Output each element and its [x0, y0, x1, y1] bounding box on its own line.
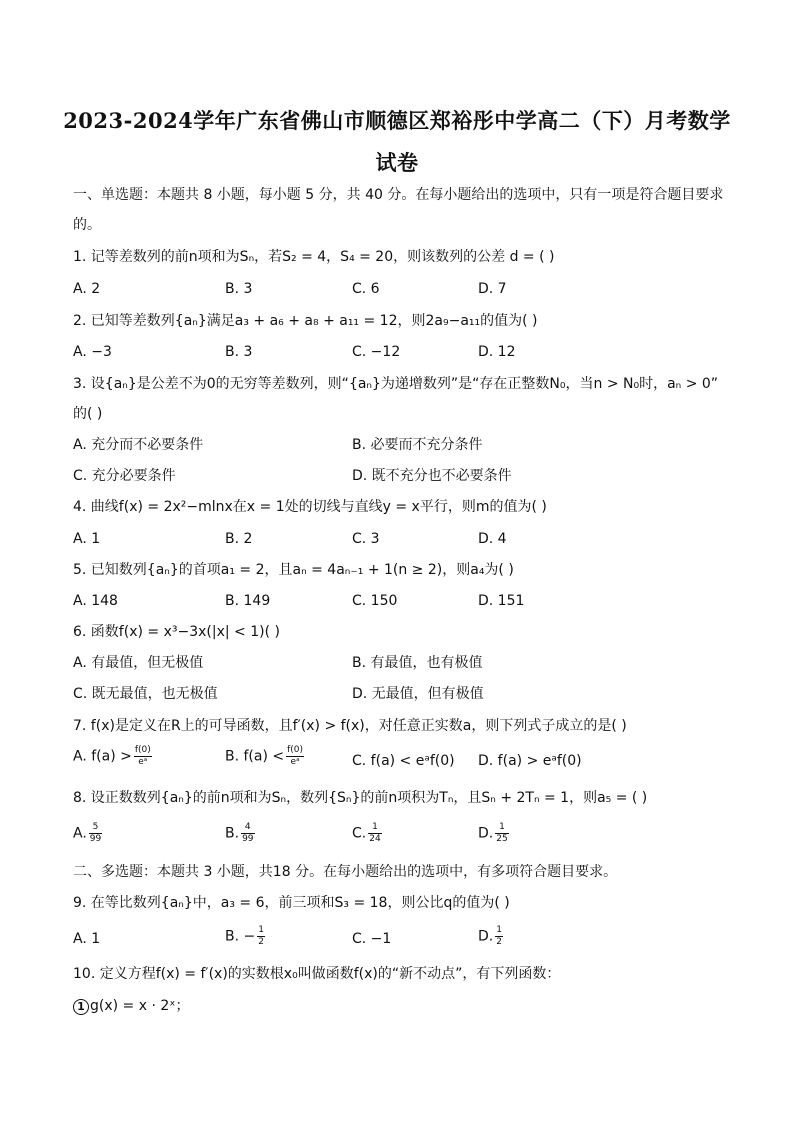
- q2-option-a: A. −3: [73, 344, 112, 360]
- q7-option-b-fraction: [286, 745, 304, 768]
- q5-stem: 5. 已知数列{aₙ}的首项a₁ = 2，且aₙ = 4aₙ₋₁ + 1(n ≥ 2)，则a₄为( ): [73, 562, 514, 578]
- q8-stem: 8. 设正数数列{aₙ}的前n项和为Sₙ，数列{Sₙ}的前n项积为Tₙ，且Sₙ + 2Tₙ = 1，则a₅ = ( ): [73, 790, 648, 806]
- q4-stem: 4. 曲线f(x) = 2x²−mlnx在x = 1处的切线与直线y = x平行，则m的值为( ): [73, 499, 547, 515]
- q8-option-a: [73, 822, 104, 845]
- q4-option-c: C. 3: [352, 531, 380, 547]
- q10-item-1-marker: 1: [73, 999, 89, 1015]
- q6-stem: 6. 函数f(x) = x³−3x(|x| < 1)( ): [73, 624, 280, 640]
- q9-stem: 9. 在等比数列{aₙ}中，a₃ = 6，前三项和S₃ = 18，则公比q的值为( ): [73, 895, 510, 911]
- q6-option-d: D. 无最值，但有极值: [352, 686, 484, 702]
- section2-header: 二、多选题：本题共 3 小题，共18 分。在每小题给出的选项中，有多项符合题目要求。: [73, 864, 618, 880]
- q9-option-d: [478, 925, 505, 948]
- q1-stem: 1. 记等差数列的前n项和为Sₙ，若S₂ = 4，S₄ = 20，则该数列的公差 d = ( ): [73, 249, 555, 265]
- q8-option-d-label: D.: [478, 825, 494, 842]
- q5-option-b: B. 149: [225, 593, 271, 609]
- q7-option-a-fraction: [134, 745, 152, 768]
- q6-option-c: C. 既无最值，也无极值: [73, 686, 218, 702]
- q9-option-b-label: B. −: [225, 928, 256, 945]
- q2-stem: 2. 已知等差数列{aₙ}满足a₃ + a₆ + a₈ + a₁₁ = 12，则2a₉−a₁₁的值为( ): [73, 313, 538, 329]
- q8-option-c-numerator: 1: [368, 822, 381, 834]
- q8-option-c-label: C.: [352, 825, 367, 842]
- q8-option-a-fraction: [89, 822, 102, 845]
- q4-option-a: A. 1: [73, 531, 101, 547]
- q8-option-d-denominator: 25: [496, 834, 508, 844]
- q8-option-d-numerator: 1: [495, 822, 508, 834]
- q9-option-d-denominator: 2: [496, 937, 502, 947]
- q8-option-a-denominator: 99: [89, 834, 102, 844]
- q6-option-b: B. 有最值，也有极值: [352, 655, 483, 671]
- q5-option-c: C. 150: [352, 593, 398, 609]
- q7-option-b-denominator: eᵃ: [290, 757, 300, 767]
- q10-stem: 10. 定义方程f(x) = f′(x)的实数根x₀叫做函数f(x)的“新不动点”，有下列函数：: [73, 966, 561, 982]
- q9-option-b: [225, 925, 267, 948]
- q7-option-d: D. f(a) > eᵃf(0): [478, 753, 582, 769]
- q7-option-b-numerator: f(0): [287, 745, 304, 755]
- q1-option-d: D. 7: [478, 281, 507, 297]
- q3-option-b: B. 必要而不充分条件: [352, 437, 483, 453]
- q9-option-b-denominator: 2: [258, 937, 264, 947]
- q5-option-a: A. 148: [73, 593, 118, 609]
- q3-option-d: D. 既不充分也不必要条件: [352, 468, 512, 484]
- q7-option-b: [225, 745, 306, 768]
- q8-option-a-label: A.: [73, 825, 87, 842]
- q8-option-c: [352, 822, 384, 845]
- q10-item-1-text: g(x) = x · 2ˣ；: [90, 998, 190, 1014]
- q9-option-d-fraction: [495, 925, 503, 948]
- q1-option-a: A. 2: [73, 281, 101, 297]
- q8-option-b-numerator: 4: [241, 822, 254, 834]
- q8-option-c-denominator: 24: [369, 834, 381, 844]
- q9-option-d-numerator: 1: [496, 925, 502, 935]
- section1-header-cont: 的。: [73, 217, 101, 233]
- q6-option-a: A. 有最值，但无极值: [73, 655, 204, 671]
- q8-option-b-fraction: [241, 822, 254, 845]
- q1-option-b: B. 3: [225, 281, 253, 297]
- q9-option-a: A. 1: [73, 931, 101, 947]
- q3-option-c: C. 充分必要条件: [73, 468, 176, 484]
- q7-option-a: [73, 745, 154, 768]
- q9-option-b-fraction: [257, 925, 265, 948]
- q4-option-d: D. 4: [478, 531, 507, 547]
- q7-option-a-prefix: A. f(a) >: [73, 748, 132, 765]
- q8-option-d-fraction: [495, 822, 508, 845]
- q2-option-b: B. 3: [225, 344, 253, 360]
- q5-option-d: D. 151: [478, 593, 525, 609]
- q8-option-c-fraction: [368, 822, 381, 845]
- q8-option-d: [478, 822, 511, 845]
- q3-option-a: A. 充分而不必要条件: [73, 437, 204, 453]
- section1-header: 一、单选题：本题共 8 小题，每小题 5 分，共 40 分。在每小题给出的选项中，只有一项是符合题目要求: [73, 187, 724, 203]
- q7-stem: 7. f(x)是定义在R上的可导函数，且f′(x) > f(x)，对任意正实数a，则下列式子成立的是( ): [73, 718, 627, 734]
- q8-option-b-label: B.: [225, 825, 240, 842]
- q9-option-b-numerator: 1: [258, 925, 264, 935]
- q7-option-a-denominator: eᵃ: [138, 757, 148, 767]
- exam-title-line1: 2023-2024学年广东省佛山市顺德区郑裕彤中学高二（下）月考数学: [63, 108, 731, 133]
- q7-option-a-numerator: f(0): [134, 745, 151, 755]
- q8-option-a-numerator: 5: [89, 822, 102, 834]
- q10-item-1: [73, 996, 189, 1016]
- q2-option-d: D. 12: [478, 344, 516, 360]
- q3-stem: 3. 设{aₙ}是公差不为0的无穷等差数列，则“{aₙ}为递增数列”是“存在正整数N₀，当n > N₀时，aₙ > 0”: [73, 376, 719, 392]
- q2-option-c: C. −12: [352, 344, 401, 360]
- q9-option-d-label: D.: [478, 928, 494, 945]
- exam-title-line2: 试卷: [375, 150, 419, 175]
- q8-option-b-denominator: 99: [242, 834, 254, 844]
- q4-option-b: B. 2: [225, 531, 253, 547]
- q9-option-c: C. −1: [352, 931, 392, 947]
- q3-stem-cont: 的( ): [73, 406, 103, 422]
- q7-option-c: C. f(a) < eᵃf(0): [352, 753, 455, 769]
- q7-option-b-prefix: B. f(a) <: [225, 748, 285, 765]
- q8-option-b: [225, 822, 257, 845]
- q1-option-c: C. 6: [352, 281, 380, 297]
